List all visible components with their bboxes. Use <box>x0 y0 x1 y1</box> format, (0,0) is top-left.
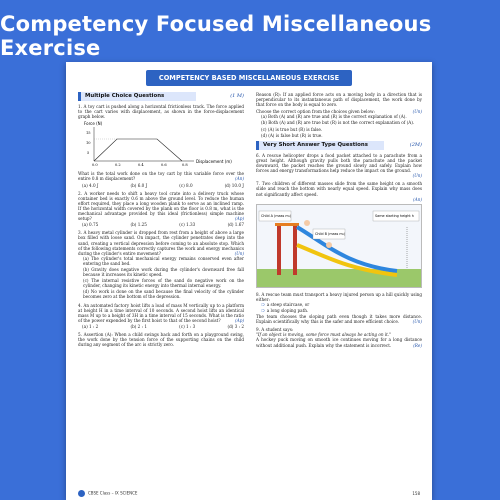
question-7 <box>256 181 422 287</box>
q3-text: 3. A heavy metal cylinder is dropped from rest from a height of above a large box filled with loose sand. On impact, the cylinder penetrates deep into the sand, creating a vertical depression before coming to an absolute stop. Which of the following statements correctly captures the work and energy mechanics during the cylinder's entire movement? <box>78 230 244 256</box>
book-page <box>66 62 432 500</box>
q4-tag: (Ap) <box>235 317 244 323</box>
q4-opt-d[interactable]: (d) 3 : 2 <box>227 323 244 329</box>
q8-text: 8. A rescue team must transport a heavy injured person up a hill quickly using either: <box>256 291 422 302</box>
question-2 <box>78 191 244 228</box>
q3-tag: (Un) <box>234 250 244 256</box>
x-tick-3: 0.6 <box>161 163 167 168</box>
q5-text: 5. Assertion (A): When a child swings back and forth on a playground swing, the work done by the tension force of the supporting chains on the child during any segment of the arc is strictly zero. <box>78 332 244 348</box>
q7-tag: (An) <box>413 196 422 202</box>
reason-block <box>256 92 422 138</box>
q6-text: 6. A rescue helicopter drops a food packet attached to a parachute from a great height. Although gravity pulls both the parachute and the packet downward, the packet reaches the ground slowly and safely. Explain how forces and energy transformations help reduce the impact on the ground. <box>256 152 422 174</box>
q4-options <box>82 324 244 329</box>
q2-opt-b[interactable]: (b) 1.25 <box>130 222 147 228</box>
question-9 <box>256 327 422 347</box>
footer-page-number: 158 <box>412 491 420 496</box>
question-3 <box>78 230 244 299</box>
reason-text: Reason (R): If an applied force acts on a moving body in a direction that is perpendicular to its instantaneous path of displacement, the work done by that force on the body is equal to zero. <box>256 92 422 108</box>
reason-opt-a[interactable]: (a) Both (A) and (R) are true and (R) is the correct explanation of (A). <box>261 114 407 120</box>
y-tick-10: 10 <box>86 141 91 146</box>
q4-text: 4. An automated factory hoist lifts a load of mass M vertically up to a platform at height H in a time interval of 10 seconds. A second hoist lifts an identical mass M up to a height of 3H in a time interval of 15 seconds. What is the ratio of the power expended by the first hoist to that of the second hoist? <box>78 302 244 323</box>
reason-opt-d[interactable]: (d) (A) is false but (R) is true. <box>261 132 323 138</box>
slide-illustration <box>256 204 422 288</box>
q4-opt-a[interactable]: (a) 1 : 2 <box>82 323 99 329</box>
question-1 <box>78 104 244 188</box>
question-5 <box>78 332 244 347</box>
q9-quote: "If an object is moving, some force must always be acting on it." <box>256 332 392 338</box>
q1-options <box>82 183 244 188</box>
q1-opt-a[interactable]: (a) 4.0 J <box>82 182 99 188</box>
q4-opt-b[interactable]: (b) 2 : 1 <box>130 323 147 329</box>
label-child-a: Child A (mass m₁) <box>261 213 292 218</box>
bullet-icon: ❍ <box>261 301 265 307</box>
y-tick-15: 15 <box>86 131 91 136</box>
question-8 <box>256 292 422 325</box>
right-column <box>256 92 422 351</box>
reason-opt-b[interactable]: (b) Both (A) and (R) are true but (R) is not the correct explanation of (A). <box>261 120 415 126</box>
q2-opt-c[interactable]: (c) 1.33 <box>179 222 196 228</box>
q8-tag: (Un) <box>412 319 422 325</box>
page-header: COMPETENCY BASED MISCELLANEOUS EXERCISE <box>146 70 352 86</box>
q2-text: 2. A worker needs to shift a heavy tool crate into a delivery truck whose container bed is exactly 0.6 m above the ground level. To reduce the human effort required, they place a long wooden plank to serve as an inclined ramp. If the horizontal width covered by the plank on the floor is 0.8 m, what is the mechanical advantage provided by this ideal (frictionless) simple machine setup? <box>78 190 244 222</box>
label-child-b: Child B (mass m₂) <box>315 231 346 236</box>
q2-options <box>82 222 244 227</box>
q3-opt-c[interactable]: (c) The internal resistive forces of the sand do negative work on the cylinder, changing its kinetic energy into thermal internal energy. <box>83 278 244 289</box>
q2-tag: (Ap) <box>235 216 244 222</box>
force-displacement-graph <box>82 121 244 169</box>
reason-tag: (Un) <box>412 109 422 115</box>
left-column <box>78 92 244 350</box>
q4-opt-c[interactable]: (c) 1 : 3 <box>179 323 196 329</box>
q9-tag: (Re) <box>413 342 422 348</box>
q7-text: 7. Two children of different masses slide from the same height on a smooth slide and reach the bottom with nearly equal speed. Explain why mass does not significantly affect speed. <box>256 181 422 197</box>
x-tick-0: 0.0 <box>92 163 98 168</box>
x-tick-1: 0.2 <box>115 163 121 168</box>
q8-opt-2: ❍ a long sloping path. <box>261 307 309 313</box>
reason-opt-c[interactable]: (c) (A) is true but (R) is false. <box>261 126 323 132</box>
vsa-title: Very Short Answer Type Questions <box>256 141 384 150</box>
q3-opt-a[interactable]: (a) The cylinder's total mechanical energy remains conserved even after entering the sand bed. <box>83 255 244 266</box>
force-curve <box>94 139 182 161</box>
banner-title: Competency Focused Miscellaneous Exercise <box>0 12 432 60</box>
q1-tag: (An) <box>235 176 244 182</box>
vsa-marks: (2M) <box>409 141 422 148</box>
publisher-logo-icon <box>78 490 85 497</box>
q3-opt-b[interactable]: (b) Gravity does negative work during the cylinder's downward free fall because it increases its kinetic speed. <box>83 266 244 278</box>
mcq-title: Multiple Choice Questions <box>78 92 196 101</box>
q6-tag: (Un) <box>412 173 422 179</box>
q8-opt-1: ❍ a steep staircase, or <box>261 301 310 307</box>
q1-opt-b[interactable]: (b) 6.0 J <box>130 182 148 188</box>
question-4 <box>78 303 244 329</box>
q9-para: A hockey puck moving on smooth ice continues moving for a long distance without additional push. Explain why the statement is incorrect. <box>256 337 422 348</box>
q1-opt-c[interactable]: (c) 8.0 <box>179 182 193 188</box>
q8-after: The team chooses the sloping path even though it takes more distance. Explain scientifically why this is the safer and more efficient choice. <box>256 314 422 325</box>
y-tick-5: 5 <box>87 151 90 156</box>
q1-text: 1. A toy cart is pushed along a horizontal frictionless track. The force applied to the cart varies with displacement, as shown in the force-displacement graph below. <box>78 104 244 120</box>
graph-xlabel: Displacement (m) <box>196 159 232 165</box>
label-same-height: Same starting height h <box>375 213 414 218</box>
q1-ask: What is the total work done on the toy cart by this variable force over the entire 0.8 m displacement? <box>78 171 244 182</box>
x-tick-4: 0.8 <box>182 163 188 168</box>
page-footer <box>78 490 420 497</box>
bullet-icon: ❍ <box>261 307 265 313</box>
x-tick-2: 0.4 <box>138 163 144 168</box>
q1-opt-d[interactable]: (d) 10.0 J <box>224 182 244 188</box>
footer-left: CBSE Class – IX SCIENCE <box>78 490 137 497</box>
q9-text: 9. A student says: <box>256 327 294 333</box>
question-6 <box>256 153 422 178</box>
vsa-section-header <box>256 141 422 150</box>
graph-ylabel: Force (N) <box>84 121 103 127</box>
q3-opt-d[interactable]: (d) No work is done on the sand because the final velocity of the cylinder becomes zero at the bottom of the depression. <box>83 289 244 300</box>
mcq-section-header <box>78 92 244 101</box>
q2-opt-a[interactable]: (a) 0.75 <box>82 222 99 228</box>
reason-choose: Choose the correct option from the choices given below: <box>256 109 375 115</box>
mcq-marks: (1 M) <box>230 93 244 99</box>
q2-opt-d[interactable]: (d) 1.67 <box>227 222 244 228</box>
